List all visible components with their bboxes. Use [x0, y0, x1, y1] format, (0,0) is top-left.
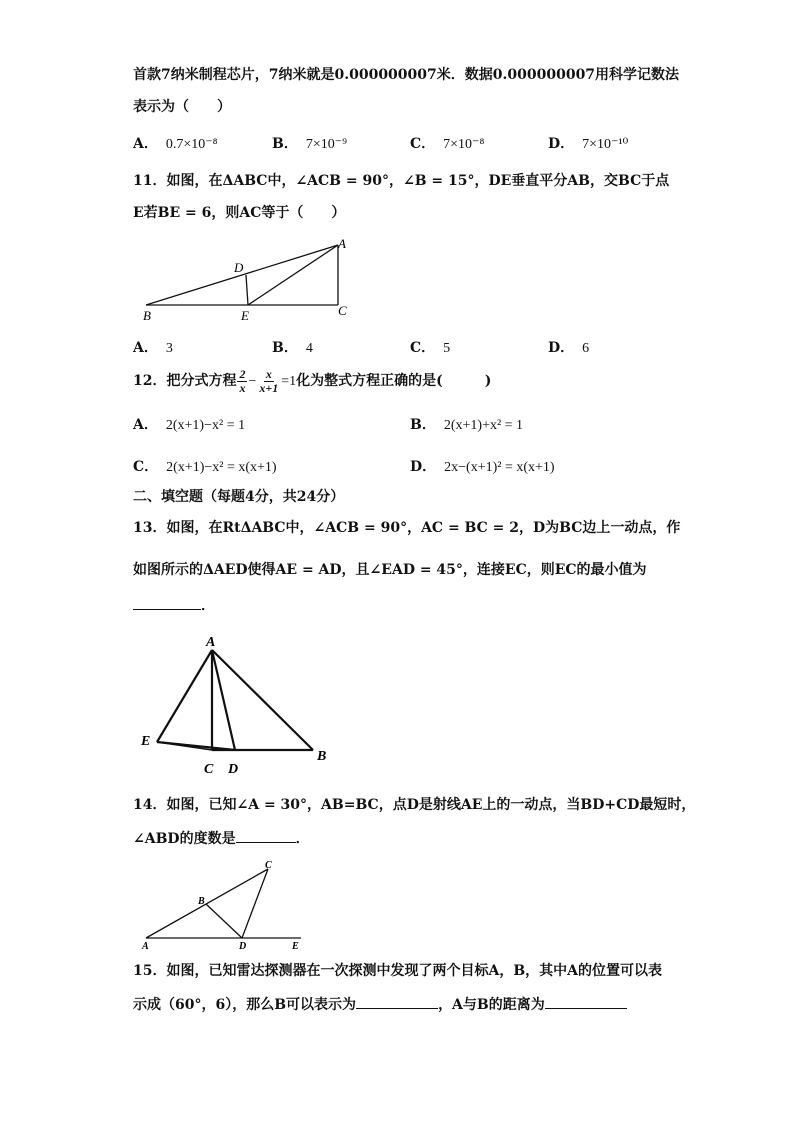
q12-line1: 12．把分式方程 $\frac{2}{x}$ − $\frac{x}{x+1}$ =1化为整式方程正确的是( )	[133, 366, 492, 395]
q13-figure	[138, 632, 338, 778]
q14-label-d: D	[239, 941, 247, 952]
q12-frac2: $\frac{x}{x+1}$	[259, 366, 279, 395]
q11-figure	[135, 232, 360, 327]
q10-option-c: C． 7×10⁻⁸	[410, 136, 485, 152]
q12-option-b: B． 2(x+1)+x² = 1	[410, 417, 524, 433]
q14-label-c: C	[265, 860, 272, 871]
q10-line2: 表示为（ ）	[133, 99, 231, 115]
q11-option-a: A． 3	[133, 340, 173, 356]
q15-line2: 示成（60°，6），那么B可以表示为 ，A与B的距离为	[133, 994, 627, 1014]
q13-label-b: B	[317, 749, 327, 764]
q11-option-d: D． 6	[548, 340, 590, 356]
q10-line1: 首款7纳米制程芯片，7纳米就是0.000000007米．数据0.000000007用科学记数法	[133, 67, 680, 83]
q12-frac1: $\frac{2}{x}$	[239, 366, 246, 395]
q13-label-c: C	[204, 762, 214, 777]
q11-option-c: C． 5	[410, 340, 451, 356]
q13-label-e: E	[141, 734, 151, 749]
q13-answer-blank[interactable]	[133, 595, 201, 610]
q12-option-d: D． 2x−(x+1)² = x(x+1)	[410, 459, 555, 475]
q11-line1: 11．如图，在ΔABC中，∠ACB = 90°，∠B = 15°，DE垂直平分AB，交BC于点	[133, 173, 670, 189]
q14-label-a: A	[142, 941, 149, 952]
q11-label-c: C	[338, 303, 347, 318]
q12-option-c: C． 2(x+1)−x² = x(x+1)	[133, 459, 277, 475]
q11-label-a: A	[338, 236, 346, 251]
q11-label-b: B	[143, 308, 151, 323]
q14-figure	[138, 856, 308, 952]
q13-label-a: A	[206, 635, 216, 650]
q14-answer-blank[interactable]	[236, 828, 296, 843]
q15-answer-blank-b[interactable]	[356, 994, 438, 1009]
q12-option-a: A． 2(x+1)−x² = 1	[133, 417, 246, 433]
q10-option-b: B． 7×10⁻⁹	[272, 136, 348, 152]
q11-label-d: D	[234, 260, 244, 275]
q14-label-b: B	[198, 896, 205, 907]
q14-line2: ∠ABD的度数是 ．	[133, 828, 310, 848]
q13-line3: ．	[133, 595, 215, 615]
q10-option-d: D． 7×10⁻¹⁰	[548, 136, 629, 152]
q13-line1: 13．如图，在RtΔABC中，∠ACB = 90°，AC = BC = 2，D为BC边上一动点，作	[133, 520, 681, 536]
q11-option-b: B． 4	[272, 340, 313, 356]
q15-line1: 15．如图，已知雷达探测器在一次探测中发现了两个目标A，B，其中A的位置可以表	[133, 963, 663, 979]
q13-label-d: D	[228, 762, 239, 777]
q13-line2: 如图所示的ΔAED使得AE = AD，且∠EAD = 45°，连接EC，则EC的最小值为	[133, 562, 647, 578]
q14-label-e: E	[292, 941, 299, 952]
q10-option-a: A． 0.7×10⁻⁸	[133, 136, 218, 152]
section-title: 二、填空题（每题4分，共24分）	[133, 489, 345, 505]
q11-line2: E若BE = 6，则AC等于（ ）	[133, 205, 346, 221]
q15-answer-blank-distance[interactable]	[545, 994, 627, 1009]
q14-line1: 14．如图，已知∠A = 30°，AB=BC，点D是射线AE上的一动点，当BD+CD最短时，	[133, 797, 696, 813]
q11-label-e: E	[241, 308, 249, 323]
